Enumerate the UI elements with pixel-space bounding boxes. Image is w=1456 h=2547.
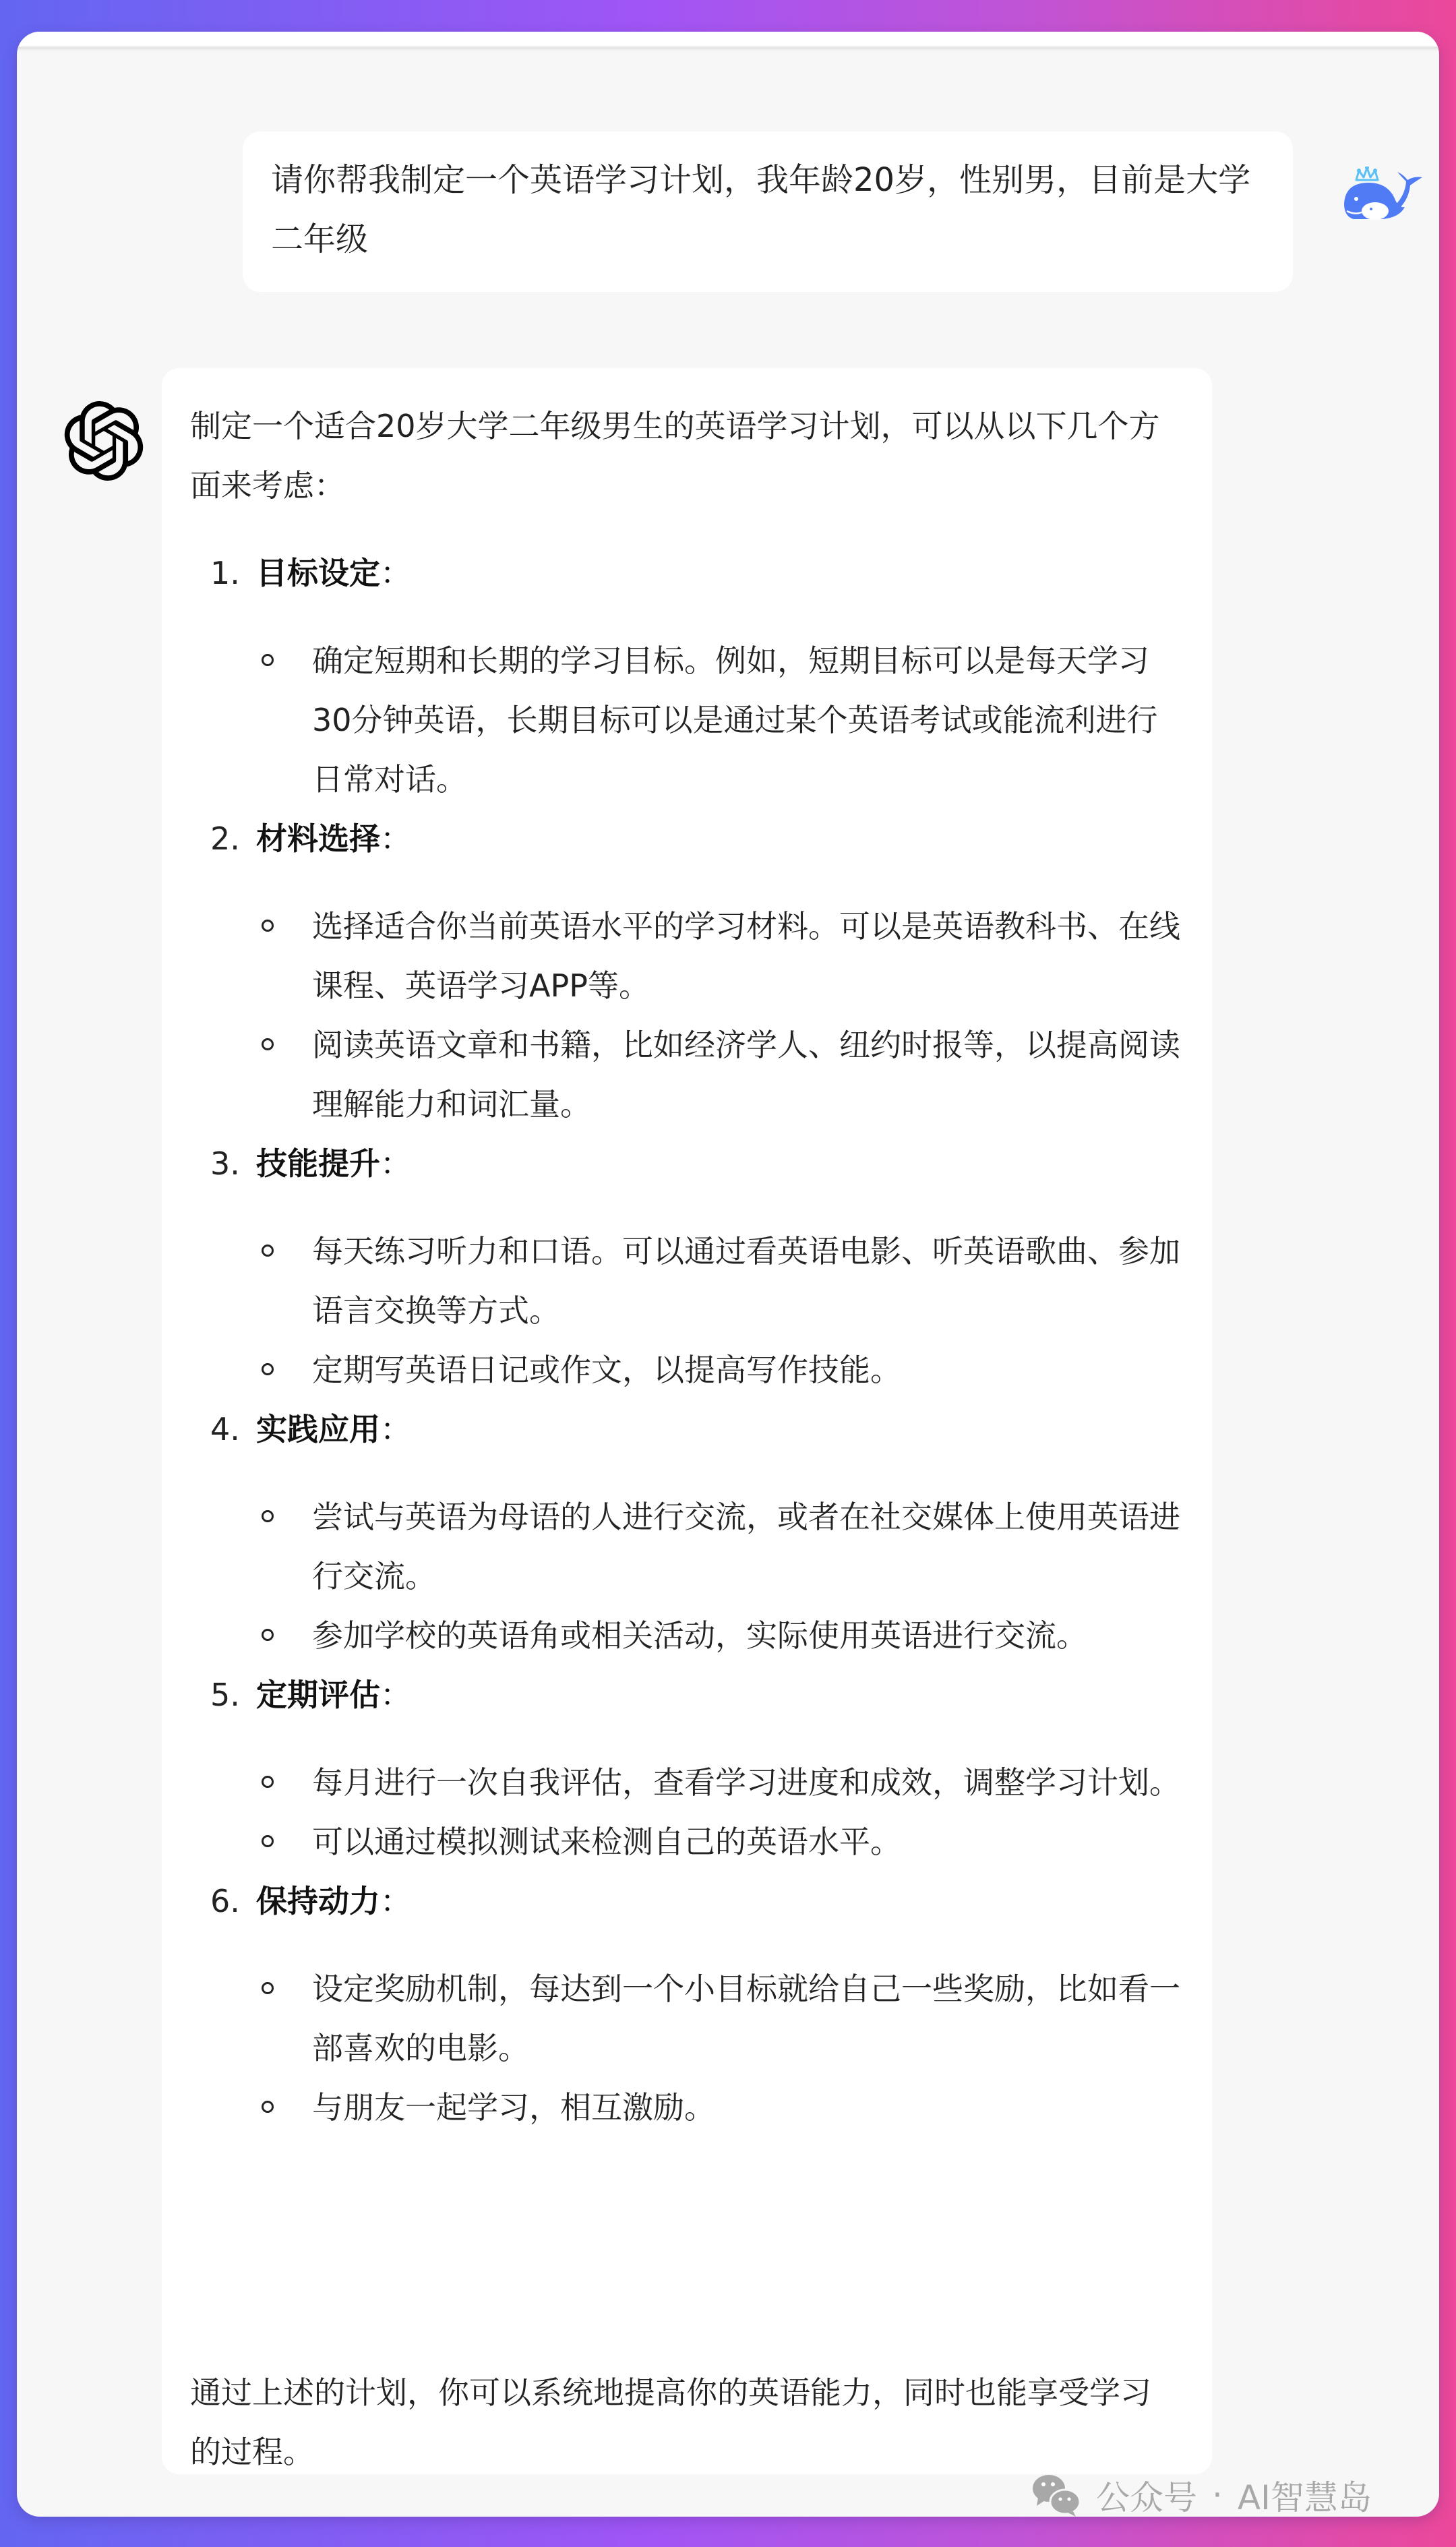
- bullet-text: 确定短期和长期的学习目标。例如，短期目标可以是每天学习30分钟英语，长期目标可以是通过某个英语考试或能流利进行日常对话。: [312, 642, 1158, 798]
- section-number: 5.: [210, 1677, 240, 1713]
- bullet-item: [190, 1606, 1184, 1665]
- assistant-avatar: [64, 401, 144, 481]
- window-header: [17, 32, 1439, 49]
- section-heading: [190, 543, 1184, 603]
- section-bullets: [190, 631, 1184, 809]
- section-colon: ：: [380, 820, 411, 857]
- hollow-circle-bullet-icon: [262, 1363, 274, 1375]
- section-heading: [190, 1134, 1184, 1193]
- assistant-message-bubble: [162, 368, 1212, 2474]
- plan-section: [190, 1134, 1184, 1400]
- bullet-text: 每天练习听力和口语。可以通过看英语电影、听英语歌曲、参加语言交换等方式。: [312, 1233, 1180, 1329]
- hollow-circle-bullet-icon: [262, 1776, 274, 1788]
- section-number: 3.: [210, 1145, 240, 1182]
- section-bullets: [190, 897, 1184, 1134]
- section-bullets: [190, 1753, 1184, 1871]
- watermark-separator: ·: [1212, 2476, 1223, 2515]
- plan-section: [190, 1400, 1184, 1665]
- section-bullets: [190, 1959, 1184, 2137]
- bullet-item: [190, 1753, 1184, 1812]
- wechat-icon: [1031, 2472, 1085, 2517]
- bullet-item: [190, 1959, 1184, 2078]
- hollow-circle-bullet-icon: [262, 2101, 274, 2113]
- section-number: 1.: [210, 555, 240, 591]
- section-title: 保持动力: [256, 1883, 380, 1919]
- watermark-platform: 公众号: [1096, 2478, 1197, 2517]
- plan-section: [190, 809, 1184, 1134]
- section-colon: ：: [380, 1883, 411, 1919]
- user-avatar[interactable]: [1341, 167, 1429, 227]
- bullet-text: 定期写英语日记或作文，以提高写作技能。: [312, 1352, 901, 1388]
- section-number: 4.: [210, 1411, 240, 1447]
- bullet-text: 参加学校的英语角或相关活动，实际使用英语进行交流。: [312, 1617, 1087, 1654]
- section-colon: ：: [380, 555, 411, 591]
- bullet-item: [190, 1487, 1184, 1606]
- hollow-circle-bullet-icon: [262, 1038, 274, 1050]
- bullet-text: 阅读英语文章和书籍，比如经济学人、纽约时报等，以提高阅读理解能力和词汇量。: [312, 1027, 1180, 1122]
- section-number: 2.: [210, 820, 240, 857]
- plan-section: [190, 1871, 1184, 2137]
- section-bullets: [190, 1222, 1184, 1400]
- section-title: 材料选择: [256, 820, 380, 857]
- bullet-text: 尝试与英语为母语的人进行交流，或者在社交媒体上使用英语进行交流。: [312, 1499, 1180, 1594]
- watermark-account: AI智慧岛: [1237, 2478, 1372, 2517]
- section-colon: ：: [380, 1677, 411, 1713]
- hollow-circle-bullet-icon: [262, 1629, 274, 1641]
- bullet-item: [190, 1340, 1184, 1400]
- bullet-item: [190, 2078, 1184, 2137]
- hollow-circle-bullet-icon: [262, 654, 274, 666]
- assistant-intro-text: 制定一个适合20岁大学二年级男生的英语学习计划，可以从以下几个方面来考虑：: [190, 408, 1160, 504]
- user-message-text: 请你帮我制定一个英语学习计划，我年龄20岁，性别男，目前是大学二年级: [271, 161, 1251, 258]
- bullet-text: 每月进行一次自我评估，查看学习进度和成效，调整学习计划。: [312, 1764, 1180, 1801]
- assistant-closing-text: 通过上述的计划，你可以系统地提高你的英语能力，同时也能享受学习的过程。: [190, 2374, 1151, 2470]
- plan-section: [190, 1665, 1184, 1871]
- section-colon: ：: [380, 1411, 411, 1447]
- bullet-item: [190, 631, 1184, 809]
- hollow-circle-bullet-icon: [262, 1510, 274, 1522]
- hollow-circle-bullet-icon: [262, 1982, 274, 1994]
- bullet-item: [190, 1222, 1184, 1340]
- section-heading: [190, 809, 1184, 868]
- bullet-item: [190, 1812, 1184, 1871]
- bullet-text: 选择适合你当前英语水平的学习材料。可以是英语教科书、在线课程、英语学习APP等。: [312, 908, 1180, 1004]
- section-title: 定期评估: [256, 1677, 380, 1713]
- bullet-text: 设定奖励机制，每达到一个小目标就给自己一些奖励，比如看一部喜欢的电影。: [312, 1971, 1180, 2066]
- user-message-bubble: [243, 131, 1293, 292]
- section-colon: ：: [380, 1145, 411, 1182]
- plan-section: [190, 543, 1184, 809]
- whale-with-crown-icon: [1341, 167, 1429, 227]
- section-heading: [190, 1400, 1184, 1459]
- hollow-circle-bullet-icon: [262, 920, 274, 932]
- section-title: 目标设定: [256, 555, 380, 591]
- bullet-item: [190, 897, 1184, 1015]
- section-number: 6.: [210, 1883, 240, 1919]
- watermark: [1031, 2471, 1372, 2517]
- bullet-item: [190, 1015, 1184, 1134]
- hollow-circle-bullet-icon: [262, 1245, 274, 1257]
- section-heading: [190, 1665, 1184, 1725]
- hollow-circle-bullet-icon: [262, 1835, 274, 1847]
- bullet-text: 与朋友一起学习，相互激励。: [312, 2089, 715, 2126]
- chat-window: [17, 32, 1439, 2517]
- bullet-text: 可以通过模拟测试来检测自己的英语水平。: [312, 1824, 901, 1860]
- openai-logo-icon: [64, 401, 144, 481]
- section-title: 实践应用: [256, 1411, 380, 1447]
- section-heading: [190, 1871, 1184, 1931]
- section-bullets: [190, 1487, 1184, 1665]
- section-title: 技能提升: [256, 1145, 380, 1182]
- plan-sections-list: [190, 543, 1184, 2137]
